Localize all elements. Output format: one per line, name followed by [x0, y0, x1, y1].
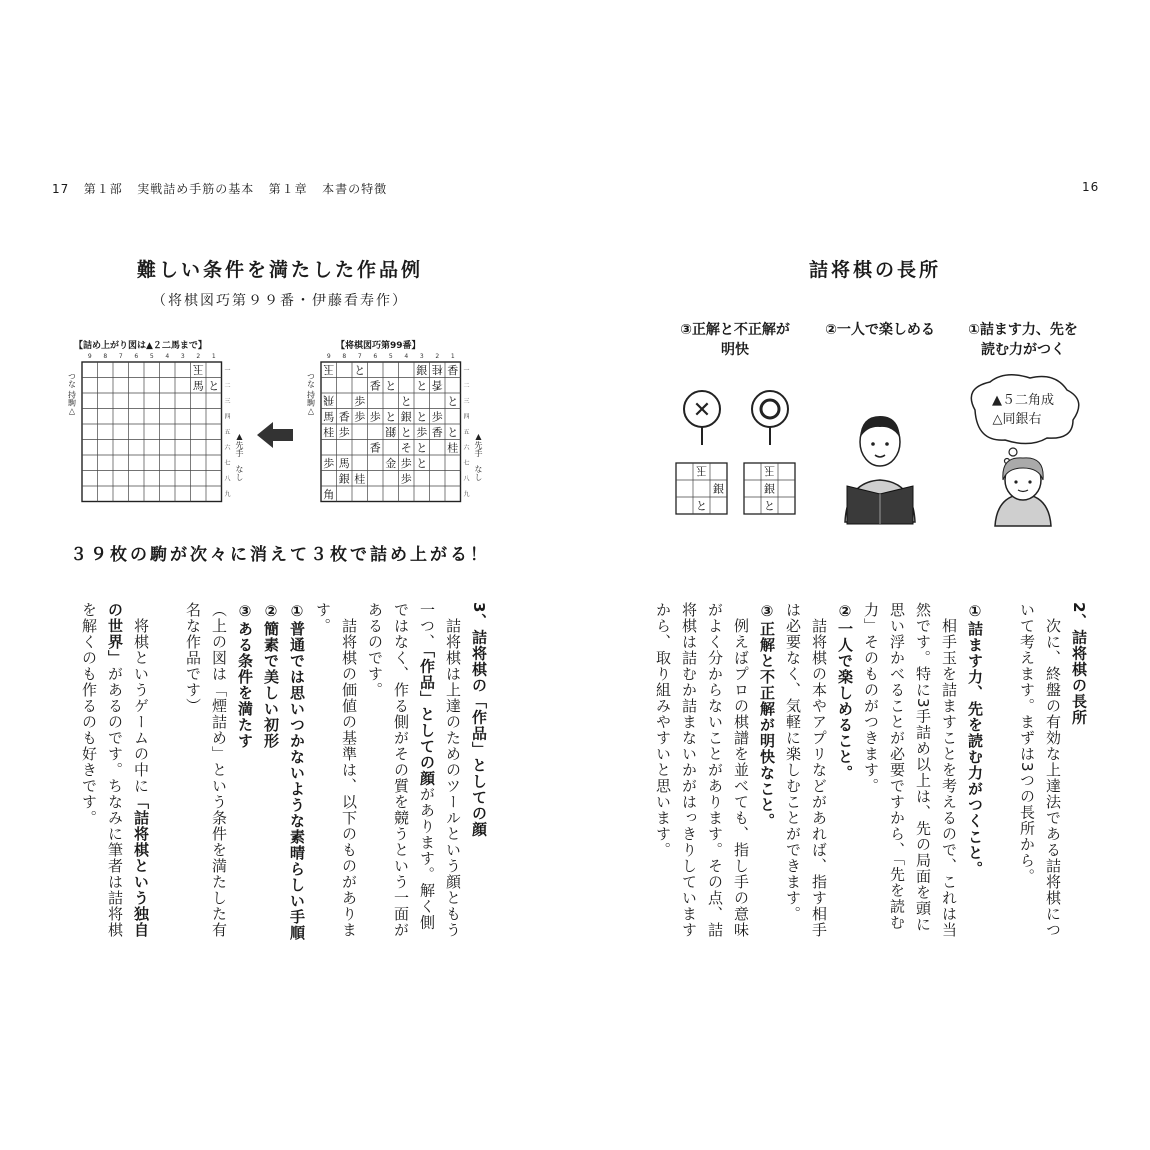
shogi-piece: 香 [369, 441, 381, 455]
panel-1-line1: ①詰ます力、先を [968, 322, 1078, 338]
text-column: す。 [314, 602, 332, 634]
shogi-piece: と [400, 425, 412, 439]
shogi-piece: と [416, 456, 428, 470]
text-column: 3、詰将棋の「作品」としての顔 [470, 602, 488, 838]
shogi-piece: と [208, 379, 220, 393]
shogi-piece: 香 [447, 363, 459, 377]
sente-hand-label: ▲先手 なし [235, 431, 244, 481]
shogi-piece: 歩 [400, 456, 412, 470]
shogi-piece: 玉 [192, 362, 204, 376]
board-col-number: 9 [87, 353, 92, 360]
thought-move-1: ▲５二角成 [992, 393, 1054, 408]
board-row-number: 一 [463, 366, 470, 374]
shogi-piece: と [385, 379, 397, 393]
end-position-board [62, 348, 252, 518]
board-row-number: 六 [224, 444, 231, 452]
text-column: ②一人で楽しめること。 [836, 602, 854, 781]
text-column: （上の図は「煙詰め」という条件を満たした有 [210, 602, 228, 938]
person-reading-illustration [835, 400, 925, 525]
sente-hand-label: ▲先手 なし [474, 431, 483, 481]
text-column: ③正解と不正解が明快なこと。 [758, 602, 776, 829]
board-col-number: 5 [388, 353, 393, 360]
right-figure-title: 詰将棋の長所 [808, 259, 941, 281]
panel-1-line2: 読む力がつく [981, 342, 1065, 358]
chapter-title: 本書の特徴 [322, 182, 388, 196]
board-row-number: 四 [224, 413, 231, 421]
text-column: 将棋は詰むか詰まないかがはっきりしています [680, 602, 698, 938]
board-row-number: 九 [463, 490, 470, 498]
text-column: ①普通では思いつかないような素晴らしい手順 [288, 602, 306, 941]
text-column: を解くのも作るのも好きです。 [80, 602, 98, 826]
shogi-piece: 銀 [385, 424, 397, 438]
shogi-piece: 銀 [400, 410, 412, 424]
board-row-number: 三 [463, 397, 470, 405]
shogi-piece: そ [400, 441, 412, 455]
board-row-number: 二 [463, 382, 470, 390]
gote-hand-label: つな 持駒△ [306, 372, 316, 416]
wrong-mark-icon: ✕ [692, 398, 712, 423]
mini-piece: と [696, 499, 707, 513]
board-col-number: 1 [450, 353, 455, 360]
emphasis-text: 「詰将棋という独自 [132, 794, 150, 938]
text-column: あるのです。 [366, 602, 384, 698]
chapter-label: 第１章 [268, 182, 308, 196]
panel-2-title [810, 320, 950, 340]
board-col-number: 8 [342, 353, 347, 360]
board-col-number: 5 [149, 353, 154, 360]
board-col-number: 2 [435, 353, 440, 360]
board-row-number: 七 [224, 459, 231, 467]
shogi-piece: 角 [323, 487, 335, 501]
shogi-piece: 銀 [338, 472, 350, 486]
shogi-piece: と [385, 410, 397, 424]
text-column: ③ある条件を満たす [236, 602, 254, 749]
left-arrow-icon [255, 420, 295, 450]
mini-piece: と [764, 499, 775, 513]
panel-3-line1: ③正解と不正解が [680, 322, 790, 338]
mini-board-right [744, 463, 795, 514]
shogi-piece: 香 [369, 379, 381, 393]
shogi-piece: と [416, 379, 428, 393]
text-column: 次に、終盤の有効な上達法である詰将棋につ [1044, 602, 1062, 938]
board-row-number: 五 [463, 428, 470, 436]
board-row-number: 八 [224, 475, 231, 483]
shogi-piece: 桂 [447, 441, 459, 455]
board-row-number: 五 [224, 428, 231, 436]
shogi-piece: 桂 [354, 472, 366, 486]
panel-3-illustration [666, 385, 806, 525]
board-row-number: 六 [463, 444, 470, 452]
board-row-number: 四 [463, 413, 470, 421]
text-column: 力」そのものがつきます。 [862, 602, 880, 794]
mini-piece: 玉 [696, 464, 707, 478]
emphasis-text: 「作品」としての顔 [418, 650, 436, 787]
board-row-number: 七 [463, 459, 470, 467]
left-body-text [40, 602, 490, 942]
text-column: 相手玉を詰ますことを考えるので、これは当 [940, 602, 958, 938]
shogi-piece: と [416, 410, 428, 424]
shogi-piece: と [400, 394, 412, 408]
panel-1-title [948, 320, 1098, 360]
shogi-piece: 馬 [192, 379, 204, 393]
part-label: 第１部 [83, 182, 123, 196]
mini-piece: 銀 [713, 482, 724, 496]
emphasis-text: の世界」 [106, 602, 124, 666]
shogi-piece: 歩 [416, 425, 428, 439]
text-column: ではなく、作る側がその質を競うという一面が [392, 602, 410, 938]
running-header-left [52, 180, 387, 197]
left-figure-subtitle: （将棋図巧第９９番・伊藤看寿作） [152, 293, 408, 309]
shogi-piece: 歩 [400, 472, 412, 486]
start-board-caption: 【将棋図巧第99番】 [336, 341, 421, 351]
board-col-number: 6 [134, 353, 139, 360]
left-figure-title: 難しい条件を満たした作品例 [136, 259, 423, 281]
slogan: ３９枚の駒が次々に消えて３枚で詰め上がる！ [70, 545, 490, 565]
page-number-left: 17 [52, 182, 70, 196]
shogi-piece: と [447, 425, 459, 439]
shogi-piece: 歩 [323, 456, 335, 470]
shogi-piece: 歩 [431, 410, 443, 424]
text-column: 例えばプロの棋譜を並べても、指し手の意味 [732, 602, 750, 938]
text-column: から、取り組みやすいと思います。 [654, 602, 672, 858]
shogi-piece: と [416, 441, 428, 455]
shogi-piece: 飛 [323, 393, 335, 407]
shogi-piece: 歩 [338, 425, 350, 439]
right-body-text [640, 602, 1090, 942]
text-column: 詰将棋の価値の基準は、以下のものがありま [340, 602, 358, 938]
shogi-piece: 桂 [323, 425, 335, 439]
end-board-caption: 【詰め上がり図は▲２二馬まで】 [74, 341, 207, 351]
text-column: ②簡素で美しい初形 [262, 602, 280, 749]
board-col-number: 1 [211, 353, 216, 360]
shogi-piece: 香 [338, 410, 350, 424]
shogi-piece: 歩 [354, 410, 366, 424]
board-row-number: 三 [224, 397, 231, 405]
shogi-piece: 金 [385, 456, 397, 470]
text-column: 詰将棋は上達のためのツールという顔ともう [444, 602, 462, 938]
panel-2-line1: ②一人で楽しめる [825, 322, 935, 338]
text-column: 思い浮かべることが必要ですから、「先を読む [888, 602, 906, 931]
text-column: の世界」があるのです。ちなみに筆者は詰将棋 [106, 602, 124, 938]
text-column: 2、詰将棋の長所 [1070, 602, 1088, 726]
mini-board-wrong [676, 463, 727, 514]
thinking-person-illustration [955, 368, 1095, 528]
panel-3-title [660, 320, 810, 360]
shogi-piece: 香 [431, 378, 443, 392]
board-col-number: 3 [419, 353, 424, 360]
shogi-piece: と [447, 394, 459, 408]
board-row-number: 九 [224, 490, 231, 498]
text-column: がよく分からないことがあります。その点、詰 [706, 602, 724, 938]
board-col-number: 6 [373, 353, 378, 360]
shogi-piece: 馬 [323, 410, 335, 424]
board-row-number: 二 [224, 382, 231, 390]
board-col-number: 2 [196, 353, 201, 360]
board-col-number: 4 [165, 353, 170, 360]
page-number-right: 16 [1082, 180, 1100, 194]
text-column: は必要なく、気軽に楽しむことができます。 [784, 602, 802, 922]
shogi-piece: 桂 [431, 362, 443, 376]
shogi-piece: 馬 [338, 456, 350, 470]
text-column: ①詰ます力、先を読む力がつくこと。 [966, 602, 984, 877]
panel-3-line2: 明快 [721, 342, 749, 358]
board-row-number: 八 [463, 475, 470, 483]
shogi-piece: と [354, 363, 366, 377]
mini-piece: 銀 [764, 482, 775, 496]
shogi-piece: 玉 [323, 362, 335, 376]
board-col-number: 7 [118, 353, 123, 360]
mini-piece: 玉 [764, 464, 775, 478]
shogi-piece: 歩 [369, 410, 381, 424]
text-column: いて考えます。まずは3つの長所から。 [1018, 602, 1036, 885]
board-col-number: 4 [404, 353, 409, 360]
text-column: 名な作品です） [184, 602, 202, 714]
text-column: 将棋というゲームの中に「詰将棋という独自 [132, 602, 150, 938]
shogi-piece: 香 [431, 425, 443, 439]
gote-hand-label: つな 持駒△ [67, 372, 77, 416]
board-col-number: 8 [103, 353, 108, 360]
board-col-number: 9 [326, 353, 331, 360]
text-column: 詰将棋の本やアプリなどがあれば、指す相手 [810, 602, 828, 938]
board-col-number: 7 [357, 353, 362, 360]
board-col-number: 3 [180, 353, 185, 360]
board-row-number: 一 [224, 366, 231, 374]
text-column: 然です。特に3手詰め以上は、先の局面を頭に [914, 602, 932, 933]
shogi-piece: 歩 [354, 394, 366, 408]
start-position-board [295, 348, 495, 518]
text-column: 一つ、「作品」としての顔があります。解く側 [418, 602, 436, 931]
book-section: 実戦詰め手筋の基本 [137, 182, 255, 196]
shogi-piece: 銀 [416, 363, 428, 377]
thought-move-2: △同銀右 [992, 412, 1042, 427]
